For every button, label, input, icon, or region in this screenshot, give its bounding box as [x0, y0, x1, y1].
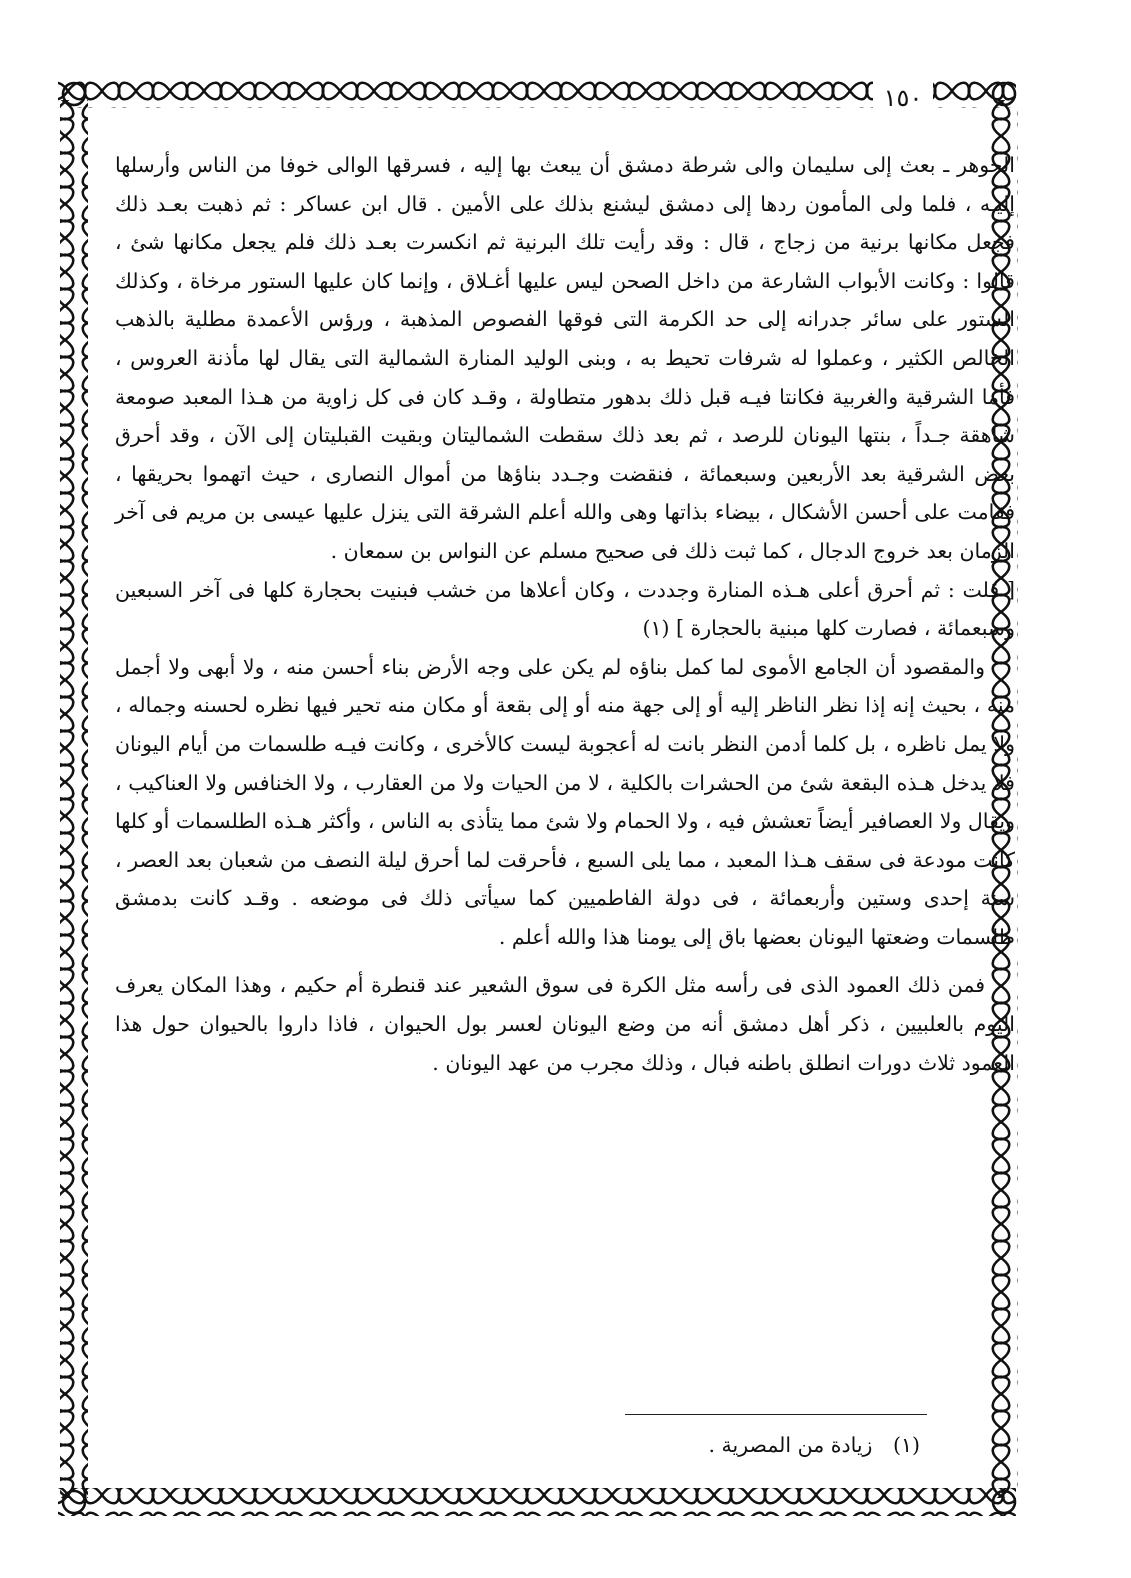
paragraph-2-bracketed-addition: [ قلت : ثم أحرق أعلى هـذه المنارة وجددت ، وكان أعلاها من خشب فبنيت بحجارة كلها فى آخر السبعين وسبعمائة ، فصارت كلها مبنية بالحجارة ] (١) [115, 577, 1015, 641]
footnote-text: زيادة من المصرية . [708, 1433, 873, 1457]
footnote-marker: (١) [892, 1433, 920, 1457]
paragraph-3: والمقصود أن الجامع الأموى لما كمل بناؤه لم يكن على وجه الأرض بناء أحسن منه ، ولا أبهى ولا أجمل منه ، بحيث إنه إذا نظر الناظر إليه أو إلى جهة منه أو إلى بقعة أو مكان منه تحير فيها نظره لحسنه وجماله ، ولا يمل ناظره ، بل كلما أدمن النظر بانت له أعجوبة ليست كالأخرى ، وكانت فيـه طلسمات من أيام اليونان فلا يدخل هـذه البقعة شئ من الحشرات بالكلية ، لا من الحيات ولا من العقارب ، ولا الخنافس ولا العناكيب ، ويقال ولا العصافير أيضاً تعشش فيه ، ولا الحمام ولا شئ مما يتأذى به الناس ، وأكثر هـذه الطلسمات أو كلها كانت مودعة فى سقف هـذا المعبد ، مما يلى السبع ، فأحرقت لما أحرق ليلة النصف من شعبان بعد العصر ، سنة إحدى وستين وأربعمائة ، فى دولة الفاطميين كما سيأتى ذلك فى موضعه . وقـد كانت بدمشق طلسمات وضعتها اليونان بعضها باق إلى يومنا هذا والله أعلم . [115, 654, 1015, 949]
paragraph-4: فمن ذلك العمود الذى فى رأسه مثل الكرة فى سوق الشعير عند قنطرة أم حكيم ، وهذا المكان يعرف اليوم بالعلبيين ، ذكر أهل دمشق أنه من وضع اليونان لعسر بول الحيوان ، فاذا داروا بالحيوان حول هذا العمود ثلاث دورات انطلق باطنه فبال ، وذلك مجرب من عهد اليونان . [115, 973, 1015, 1075]
paragraph-1: الجوهر ـ بعث إلى سليمان والى شرطة دمشق أن يبعث بها إليه ، فسرقها الوالى خوفا من الناس وأرسلها إليـه ، فلما ولى المأمون ردها إلى دمشق ليشنع بذلك على الأمين . قال ابن عساكر : ثم ذهبت بعـد ذلك فجعل مكانها برنية من زجاج ، قال : وقد رأيت تلك البرنية ثم انكسرت بعـد ذلك فلم يجعل مكانها شئ ، قالوا : وكانت الأبواب الشارعة من داخل الصحن ليس عليها أغـلاق ، وإنما كان عليها الستور مرخاة ، وكذلك الستور على سائر جدرانه إلى حد الكرمة التى فوقها الفصوص المذهبة ، ورؤس الأعمدة مطلية بالذهب الخالص الكثير ، وعملوا له شرفات تحيط به ، وبنى الوليد المنارة الشمالية التى يقال لها مأذنة العروس ، فأما الشرقية والغربية فكانتا فيـه قبل ذلك بدهور متطاولة ، وقـد كان فى كل زاوية من هـذا المعبد صومعة شاهقة جـداً ، بنتها اليونان للرصد ، ثم بعد ذلك سقطت الشماليتان وبقيت القبليتان إلى الآن ، وقد أحرق بعض الشرقية بعد الأربعين وسبعمائة ، فنقضت وجـدد بناؤها من أموال النصارى ، حيث اتهموا بحريقها ، فقامت على أحسن الأشكال ، بيضاء بذاتها وهى والله أعلم الشرقة التى ينزل عليها عيسى بن مريم فى آخر الزمان بعد خروج الدجال ، كما ثبت ذلك فى صحيح مسلم عن النواس بن سمعان . [115, 153, 1015, 563]
page-number: ١٥٠ [873, 80, 933, 116]
main-text [115, 146, 1015, 1082]
footnote-separator [625, 1414, 927, 1415]
footnote [500, 1426, 920, 1464]
